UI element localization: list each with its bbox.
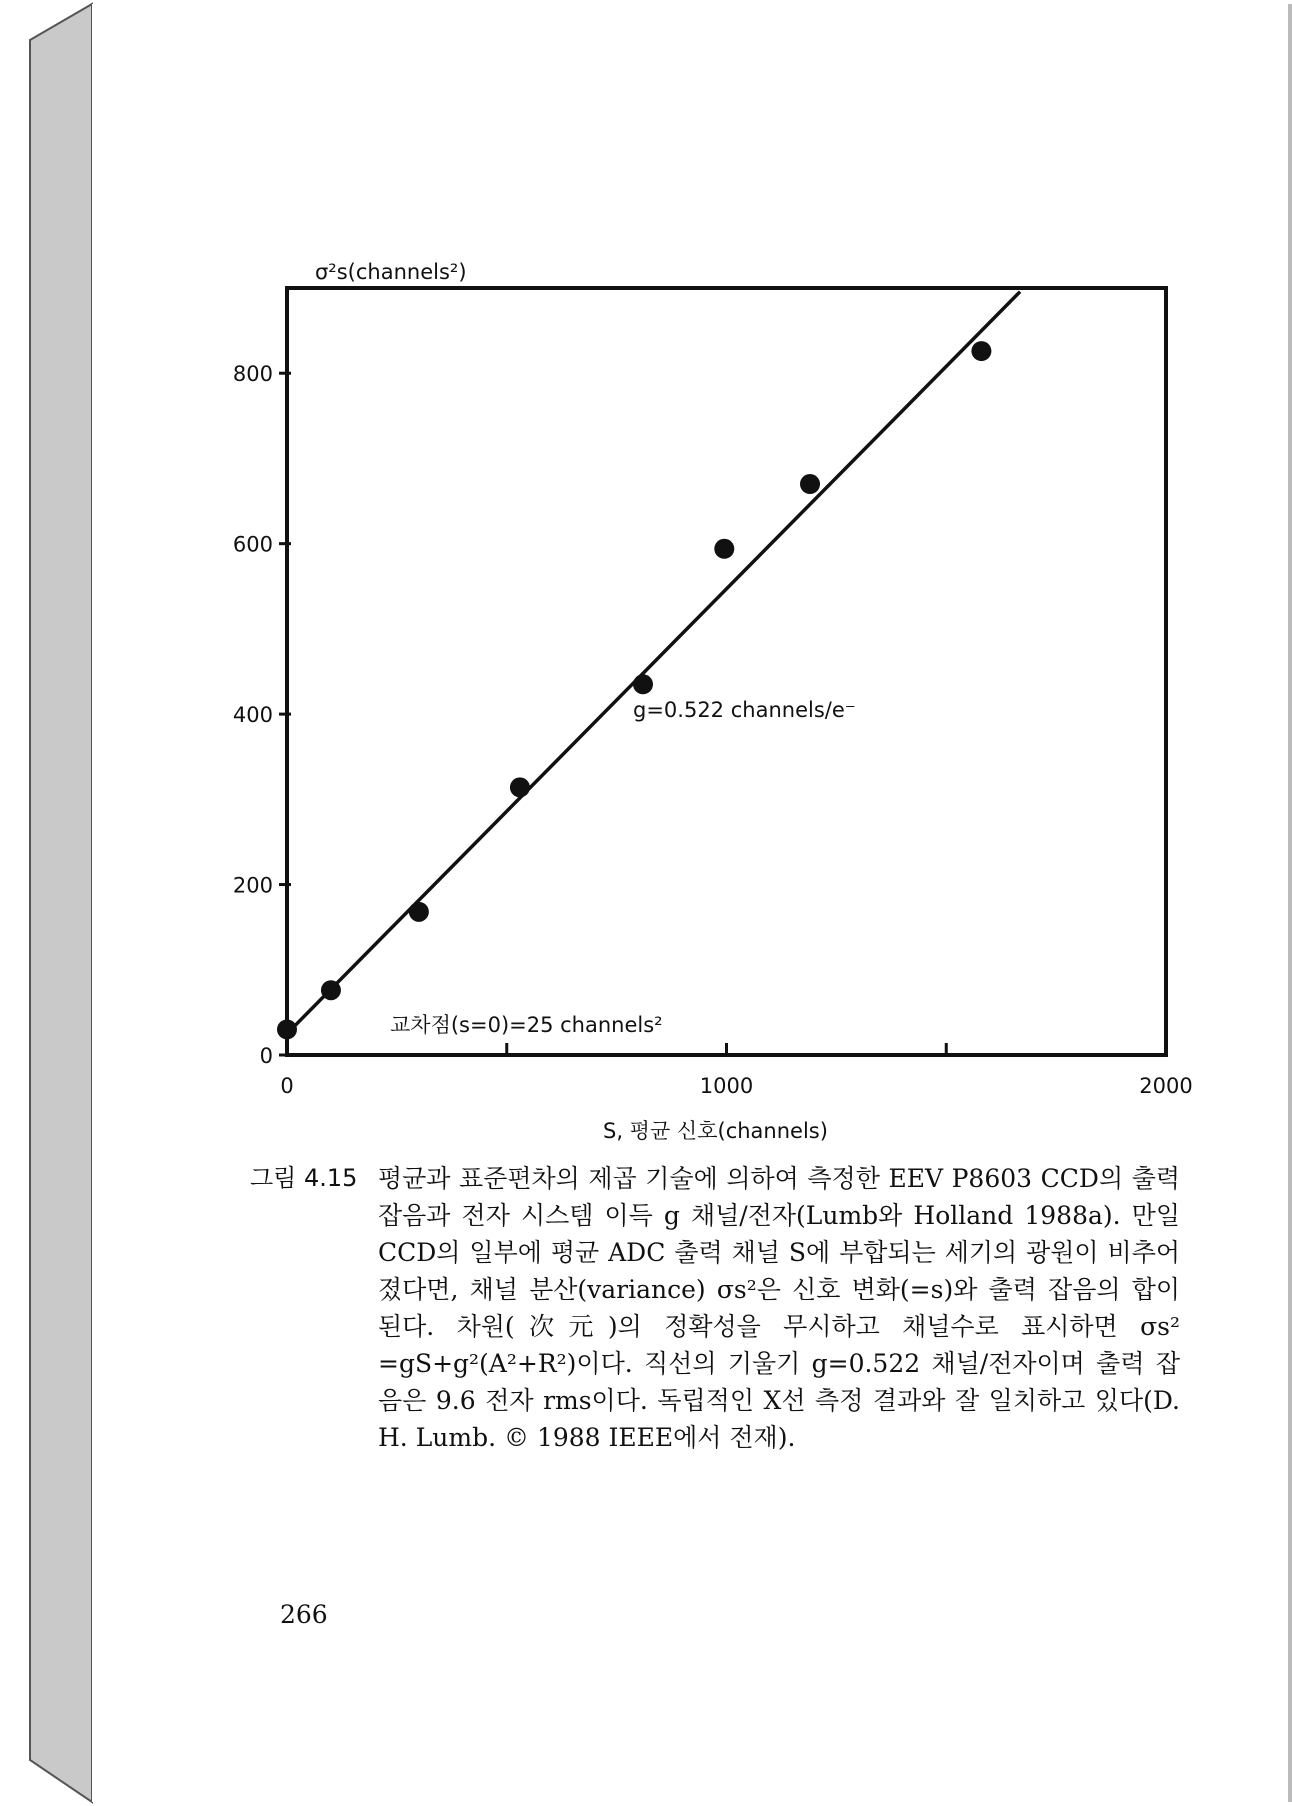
plot-frame xyxy=(287,288,1166,1055)
data-point xyxy=(277,1019,297,1039)
x-axis-label: S, 평균 신호(channels) xyxy=(603,1119,828,1143)
data-point xyxy=(971,341,991,361)
intercept-annotation: 교차점(s=0)=25 channels² xyxy=(390,1013,663,1037)
y-tick-label: 600 xyxy=(232,532,273,557)
page-number: 266 xyxy=(280,1600,328,1629)
data-point xyxy=(800,474,820,494)
x-tick-label: 2000 xyxy=(1139,1074,1193,1098)
data-point xyxy=(409,902,429,922)
y-tick-label: 200 xyxy=(232,873,273,898)
caption-text: 평균과 표준편차의 제곱 기술에 의하여 측정한 EEV P8603 CCD의 출력 잡음과 전자 시스템 이득 g 채널/전자(Lumb와 Holland 1988a). 만일 CCD의 일부에 평균 ADC 출력 채널 S에 부합되는 세기의 광원이 비추어졌다면, 채널 분산(variance) σs²은 신호 변화(=s)와 출력 잡음의 합이 된다. 차원(次元)의 정확성을 무시하고 채널수로 표시하면 σs² =gS+g²(A²+R²)이다. 직선의 기울기 g=0.522 채널/전자이며 출력 잡음은 9.6 전자 rms이다. 독립적인 X선 측정 결과와 잘 일치하고 있다(D. H. Lumb. © 1988 IEEE에서 전재). xyxy=(378,1164,1180,1452)
caption-label: 그림 4.15 xyxy=(250,1164,358,1192)
slope-annotation: g=0.522 channels/e⁻ xyxy=(633,698,856,722)
x-tick-label: 1000 xyxy=(699,1074,754,1098)
y-tick-label: 0 xyxy=(259,1044,273,1068)
figure-caption xyxy=(250,1160,1180,1456)
data-point xyxy=(633,674,653,694)
y-tick-label: 800 xyxy=(232,362,273,387)
x-tick-label: 0 xyxy=(280,1074,294,1098)
data-point xyxy=(714,539,734,559)
y-axis-label: σ²s(channels²) xyxy=(315,260,467,284)
y-tick-label: 400 xyxy=(232,703,273,728)
data-point xyxy=(321,980,341,1000)
data-point xyxy=(510,777,530,797)
fit-line xyxy=(287,292,1020,1034)
